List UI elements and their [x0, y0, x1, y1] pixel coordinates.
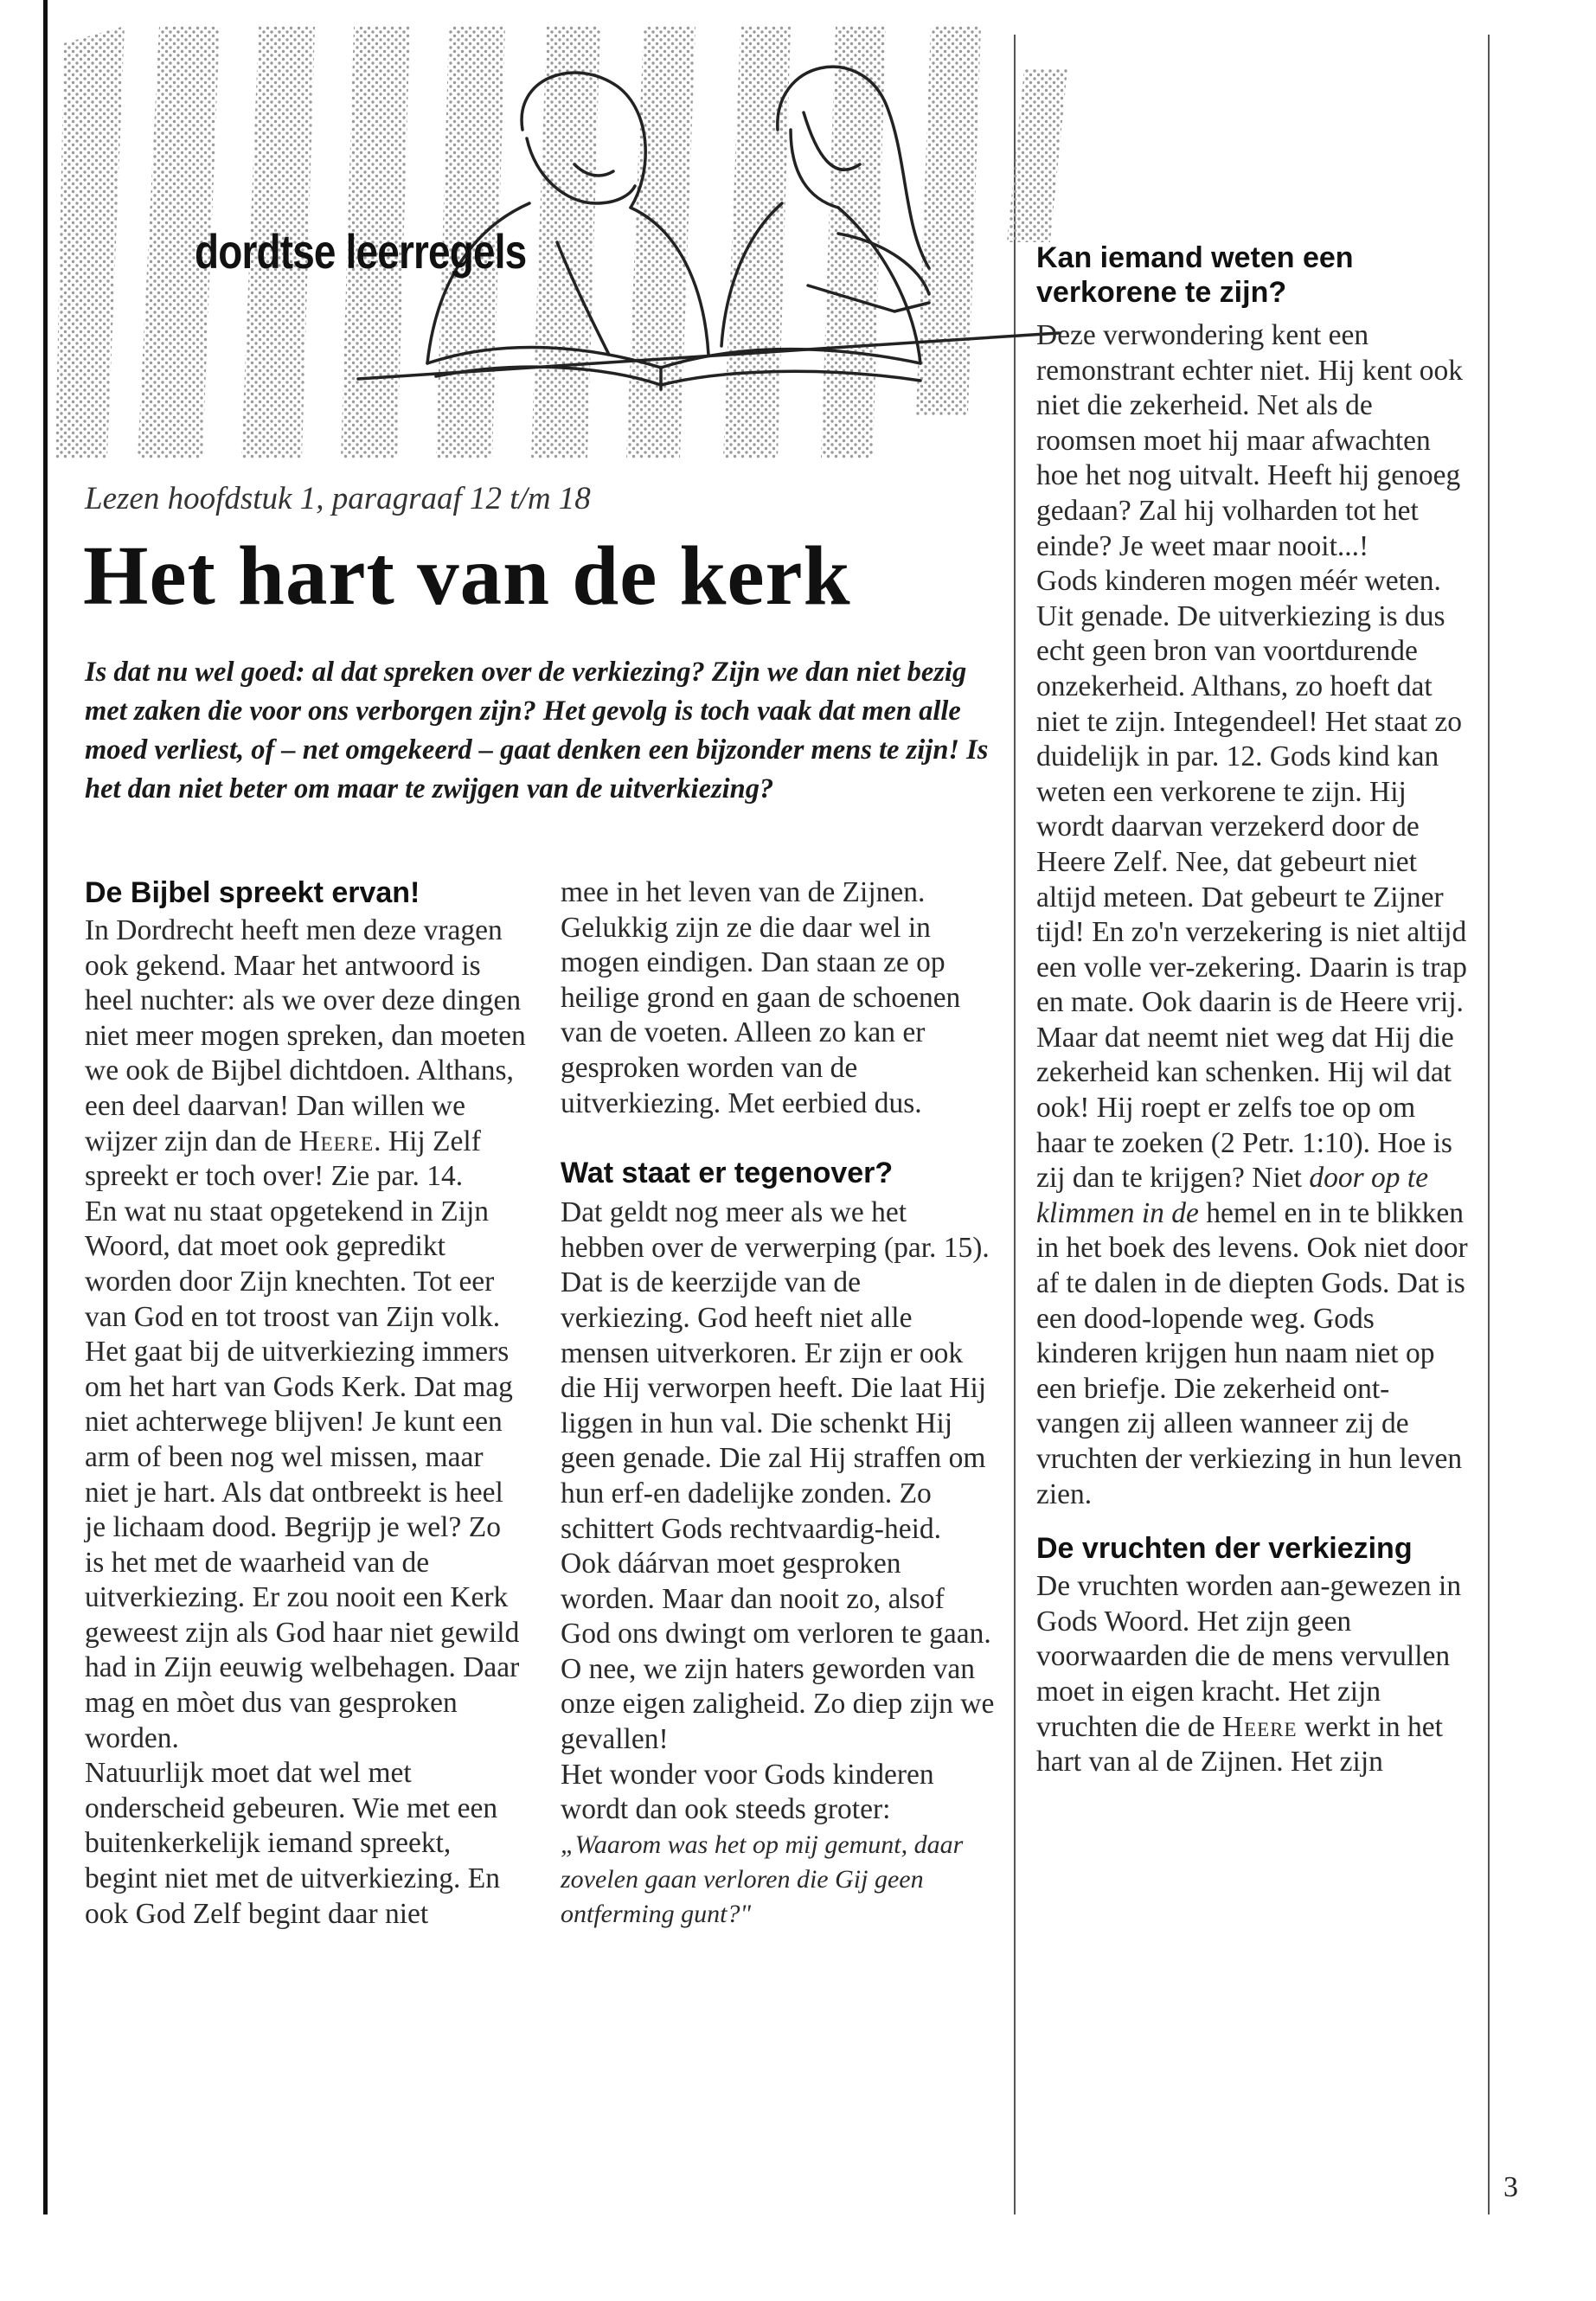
lord-name: Heere [1221, 1710, 1298, 1743]
paragraph: In Dordrecht heeft men deze vragen ook gekend. Maar het antwoord is heel nuchter: als we over deze dingen niet meer mogen spreken, dan moeten we ook de Bijbel dichtdoen. Althans, een deel daarvan! Dan willen we wijzer zijn dan de Heere. Hij Zelf spreekt er toch over! Zie par. 14. [85, 914, 526, 1193]
lord-name: Heere [298, 1125, 375, 1157]
paragraph: Deze verwondering kent een remonstrant echter niet. Hij kent ook niet die zekerheid. Net als de roomsen moet hij maar afwachten hoe het nog uitvalt. Heeft hij genoeg gedaan? Zal hij volharden tot het einde? Je weet maar nooit...! [1036, 319, 1464, 562]
column-3 [1036, 240, 1469, 1780]
article-title: Het hart van de kerk [83, 529, 851, 622]
heading-verkorene: Kan iemand weten een verkorene te zijn? [1036, 241, 1354, 309]
heading-tegenover: Wat staat er tegenover? [561, 1157, 894, 1190]
column-1 [85, 875, 526, 1932]
reading-assignment: Lezen hoofdstuk 1, paragraaf 12 t/m 18 [85, 481, 591, 516]
column-2 [561, 875, 997, 1932]
page-edge-bar [43, 0, 48, 2214]
paragraph: De vruchten worden aan-gewezen in Gods Woord. Het zijn geen voorwaarden die de mens vervullen moet in eigen kracht. Het zijn vruchten die de Heere werkt in het hart van al de Zijnen. Het zijn [1036, 1570, 1462, 1779]
paragraph: Maar dat neemt niet weg dat Hij die zekerheid kan schenken. Hij wil dat ook! Hij roept er zelfs toe op om haar te zoeken (2 Petr. 1:10). Hoe is zij dan te krijgen? Niet door op te klimmen in de hemel en in te blikken in het boek des levens. Ook niet door af te dalen in de diepten Gods. Dat is een dood-lopende weg. Gods kinderen krijgen hun naam niet op een briefje. Die zekerheid ont-vangen zij alleen wanneer zij de vruchten der verkiezing in hun leven zien. [1036, 1021, 1468, 1510]
paragraph: Ook dáárvan moet gesproken worden. Maar dan nooit zo, alsof God ons dwingt om verloren te gaan. O nee, we zijn haters geworden van onze eigen zaligheid. Zo diep zijn we gevallen! [561, 1548, 995, 1756]
column-rule-2 [1488, 35, 1490, 2214]
heading-bijbel-spreekt: De Bijbel spreekt ervan! [85, 876, 420, 909]
paragraph: Gods kinderen mogen méér weten. Uit genade. De uitverkiezing is dus echt geen bron van voortdurende onzekerheid. Althans, zo hoeft dat niet te zijn. Integendeel! Het staat zo duidelijk in par. 12. Gods kind kan weten een verkorene te zijn. Hij wordt daarvan verzekerd door de Heere Zelf. Nee, dat gebeurt niet altijd meteen. Dat gebeurt te Zijner tijd! En zo'n verzekering is niet altijd een volle ver-zekering. Daarin is trap en mate. Ook daarin is de Heere vrij. [1036, 565, 1467, 1019]
article-intro: Is dat nu wel goed: al dat spreken over de verkiezing? Zijn we dan niet bezig met zaken die voor ons verborgen zijn? Het gevolg is toch vaak dat men alle moed verliest, of – net omgekeerd – gaat denken een bijzonder mens te zijn! Is het dan niet beter om maar te zwijgen van de uitverkiezing? [85, 657, 989, 804]
heading-vruchten: De vruchten der verkiezing [1036, 1532, 1413, 1566]
paragraph: Dat geldt nog meer als we het hebben over de verwerping (par. 15). Dat is de keerzijde van de verkiezing. God heeft niet alle mensen uitverkoren. Er zijn er ook die Hij verworpen heeft. Die laat Hij liggen in hun val. Die schenkt Hij geen genade. Die zal Hij straffen om hun erf-en dadelijke zonden. Zo schittert Gods rechtvaardig-heid. [561, 1196, 990, 1545]
paragraph: Natuurlijk moet dat wel met onderscheid gebeuren. Wie met een buitenkerkelijk iemand spreekt, begint niet met de uitverkiezing. En ook God Zelf begint daar niet [85, 1757, 501, 1930]
psalm-quote: „Waarom was het op mij gemunt, daar zovelen gaan verloren die Gij geen ontferming gunt?" [561, 1830, 964, 1928]
page-number: 3 [1503, 2171, 1518, 2203]
paragraph: Het wonder voor Gods kinderen wordt dan ook steeds groter: [561, 1758, 934, 1826]
paragraph: mee in het leven van de Zijnen. Gelukkig zijn ze die daar wel in mogen eindigen. Dan staan ze op heilige grond en gaan de schoenen van de voeten. Alleen zo kan er gesproken worden van de uitverkiezing. Met eerbied dus. [561, 876, 961, 1119]
section-label: dordtse leerregels [195, 224, 527, 279]
paragraph: En wat nu staat opgetekend in Zijn Woord, dat moet ook gepredikt worden door Zijn knechten. Tot eer van God en tot troost van Zijn volk. Het gaat bij de uitverkiezing immers om het hart van Gods Kerk. Dat mag niet achterwege blijven! Je kunt een arm of been nog wel missen, maar niet je hart. Als dat ontbreekt is heel je lichaam dood. Begrijp je wel? Zo is het met de waarheid van de uitverkiezing. Er zou nooit een Kerk geweest zijn als God haar niet gewild had in Zijn eeuwig welbehagen. Daar mag en mòet dus van gesproken worden. [85, 1195, 520, 1754]
